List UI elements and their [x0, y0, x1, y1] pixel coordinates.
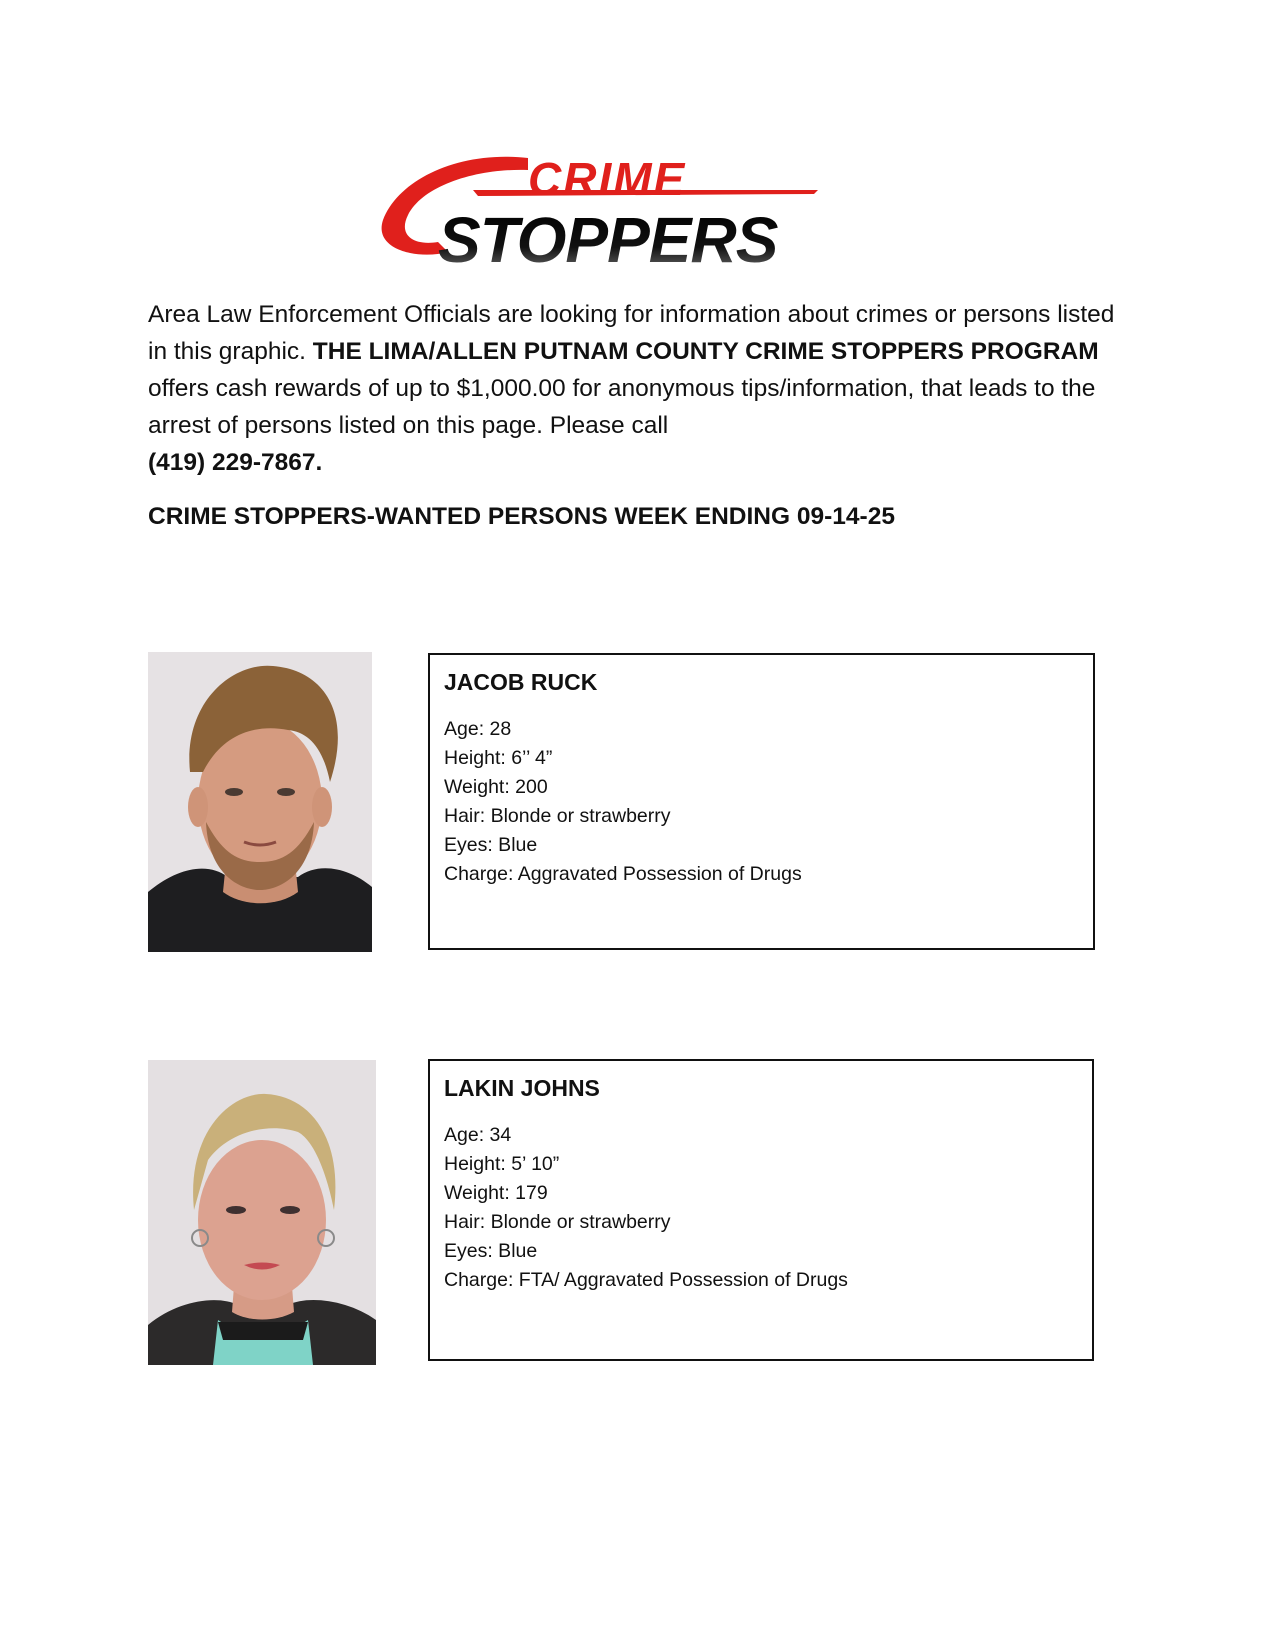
- person-eyes: Eyes: Blue: [444, 834, 538, 856]
- intro-paragraph: [148, 296, 1128, 481]
- person-height: Height: 6’’ 4”: [444, 747, 553, 769]
- person-card-lakin-johns: [428, 1059, 1094, 1361]
- person-weight: Weight: 179: [444, 1182, 548, 1204]
- person-age: Age: 28: [444, 718, 512, 740]
- person-age: Age: 34: [444, 1124, 512, 1146]
- intro-phone: (419) 229-7867.: [148, 449, 323, 476]
- person-charge: Charge: FTA/ Aggravated Possession of Drugs: [444, 1269, 848, 1291]
- person-charge: Charge: Aggravated Possession of Drugs: [444, 863, 802, 885]
- logo-text-stoppers: STOPPERS: [438, 204, 778, 276]
- person-name: LAKIN JOHNS: [444, 1075, 600, 1101]
- person-details: [444, 1121, 848, 1295]
- person-hair: Hair: Blonde or strawberry: [444, 805, 671, 827]
- person-name: JACOB RUCK: [444, 669, 598, 695]
- person-weight: Weight: 200: [444, 776, 548, 798]
- week-heading: CRIME STOPPERS-WANTED PERSONS WEEK ENDING 09-14-25: [148, 503, 895, 530]
- crime-stoppers-logo: [378, 150, 838, 280]
- person-eyes: Eyes: Blue: [444, 1240, 538, 1262]
- person-photo-lakin-johns: [148, 1060, 376, 1365]
- person-height: Height: 5’ 10”: [444, 1153, 560, 1175]
- person-card-jacob-ruck: [428, 653, 1095, 950]
- intro-text-1: Area Law Enforcement Officials are looking for information about crimes or persons listed in this graphic.: [148, 301, 1115, 365]
- logo-text-crime: CRIME: [528, 153, 687, 205]
- person-photo-jacob-ruck: [148, 652, 372, 952]
- intro-text-2: offers cash rewards of up to $1,000.00 for anonymous tips/information, that leads to the arrest of persons listed on this page. Please call: [148, 375, 1096, 439]
- intro-program-name: THE LIMA/ALLEN PUTNAM COUNTY CRIME STOPPERS PROGRAM: [312, 338, 1099, 365]
- person-details: [444, 715, 802, 889]
- person-hair: Hair: Blonde or strawberry: [444, 1211, 671, 1233]
